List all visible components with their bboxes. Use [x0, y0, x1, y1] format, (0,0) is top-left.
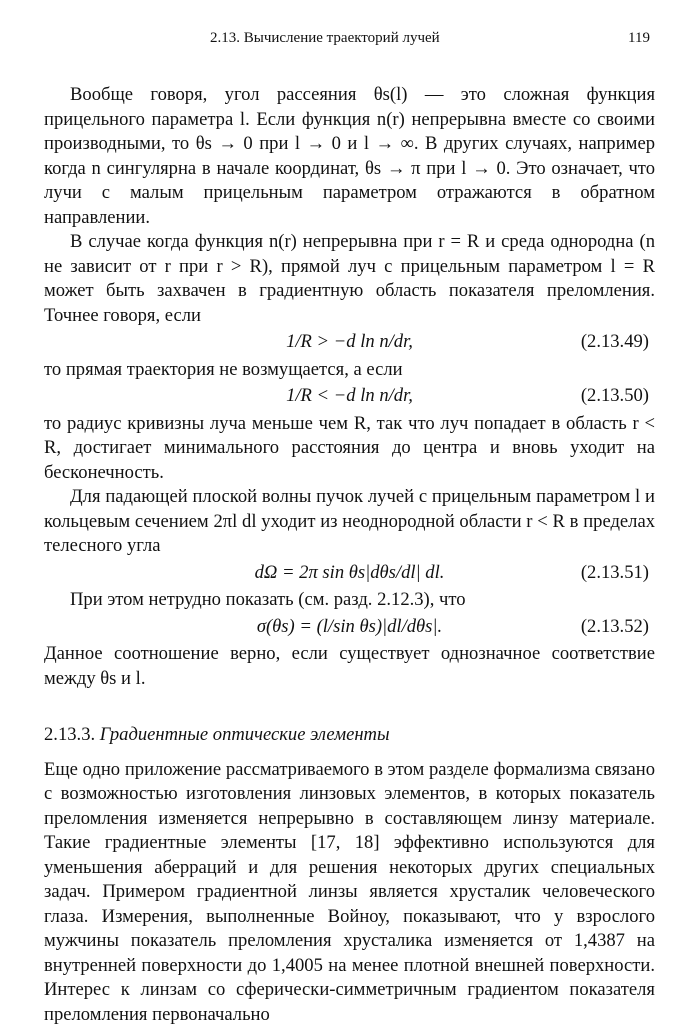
equation-2-13-52 [44, 615, 655, 640]
equation-2-13-49 [44, 330, 655, 355]
equation-number: (2.13.51) [581, 561, 649, 586]
equation-formula: dΩ = 2π sin θs|dθs/dl| dl. [44, 561, 655, 586]
running-header [70, 30, 650, 56]
equation-formula: σ(θs) = (l/sin θs)|dl/dθs|. [44, 615, 655, 640]
equation-number: (2.13.49) [581, 330, 649, 355]
equation-number: (2.13.50) [581, 384, 649, 409]
page-number: 119 [628, 30, 650, 47]
equation-formula: 1/R > −d ln n/dr, [44, 330, 655, 355]
equation-number: (2.13.52) [581, 615, 649, 640]
section-heading [44, 723, 655, 748]
paragraph-curvature-radius: то радиус кривизны луча меньше чем R, так что луч попадает в область r < R, достигает минимального расстояния до центра и вновь уходит на бесконечность. [44, 412, 655, 486]
paragraph-correspondence: Данное соотношение верно, если существует однозначное соответствие между θs и l. [44, 642, 655, 691]
paragraph-plane-wave: Для падающей плоской волны пучок лучей с прицельным параметром l и кольцевым сечением 2πl dl уходит из неоднородной области r < R в пределах телесного угла [44, 485, 655, 559]
page-body [44, 83, 655, 1027]
equation-2-13-51 [44, 561, 655, 586]
paragraph-gradient-elements: Еще одно приложение рассматриваемого в этом разделе формализма связано с возможностью изготовления линзовых элементов, в которых показатель преломления изменяется непрерывно в составляющем линзу материале. Такие градиентные элементы [17, 18] эффективно используются для уменьшения аберраций и для решения некоторых других специальных задач. Примером градиентной линзы является хрусталик человеческого глаза. Измерения, выполненные Войноу, показывают, что у взрослого мужчины показатель преломления хрусталика изменяется от 1,4387 на внутренней поверхности до 1,4005 на менее плотной внешней поверхности. Интерес к линзам со сферически-симметричным градиентом показателя преломления первоначально [44, 758, 655, 1027]
section-title: Градиентные оптические элементы [100, 724, 390, 745]
paragraph-continuous-function: В случае когда функция n(r) непрерывна при r = R и среда однородна (n не зависит от r при r > R), прямой луч с прицельным параметром l = R может быть захвачен в градиентную область показателя преломления. Точнее говоря, если [44, 230, 655, 328]
header-title: 2.13. Вычисление траекторий лучей [210, 30, 440, 47]
equation-formula: 1/R < −d ln n/dr, [44, 384, 655, 409]
paragraph-scattering-angle: Вообще говоря, угол рассеяния θs(l) — это сложная функция прицельного параметра l. Если функция n(r) непрерывна вместе со своими производными, то θs → 0 при l → 0 и l → ∞. В других случаях, например когда n сингулярна в начале координат, θs → π при l → 0. Это означает, что лучи с малым прицельным параметром отражаются в обратном направлении. [44, 83, 655, 230]
equation-2-13-50 [44, 384, 655, 409]
paragraph-easy-to-show: При этом нетрудно показать (см. разд. 2.12.3), что [44, 588, 655, 613]
paragraph-not-perturbed: то прямая траектория не возмущается, а если [44, 358, 655, 383]
section-number: 2.13.3. [44, 724, 95, 745]
